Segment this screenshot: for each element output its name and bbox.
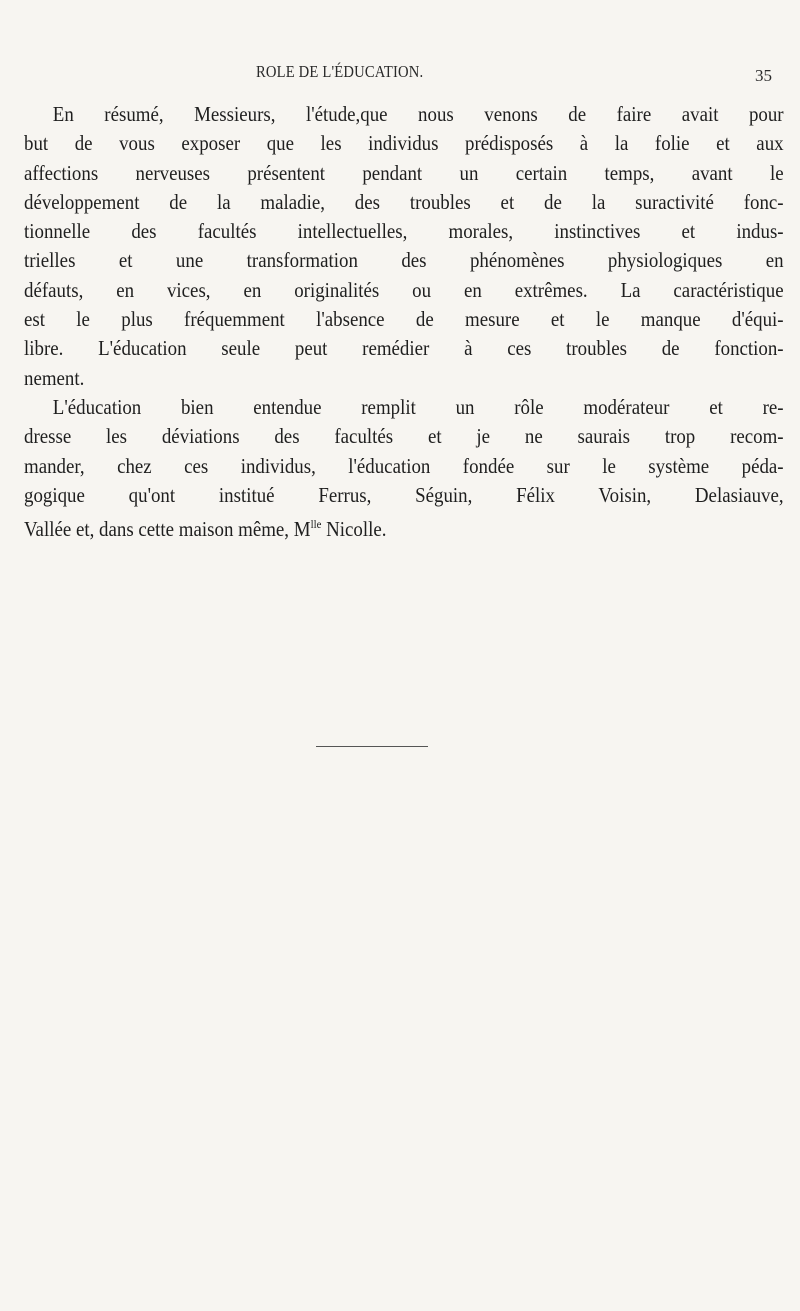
superscript-abbrev: lle <box>310 517 322 532</box>
text-segment: Vallée et, dans cette maison même, M <box>24 517 311 542</box>
page-number: 35 <box>755 66 772 85</box>
text-line: tionnelle des facultés intellectuelles, morales, instinctives et indus- <box>24 219 784 244</box>
text-line: L'éducation bien entendue remplit un rôle modérateur et re- <box>52 394 784 419</box>
text-line: dresse les déviations des facultés et je ne saurais trop recom- <box>24 424 784 449</box>
running-title: ROLE DE L'ÉDUCATION. <box>256 62 424 81</box>
text-line: développement de la maladie, des troubles et de la suractivité fonc- <box>24 189 784 214</box>
text-line: En résumé, Messieurs, l'étude,que nous venons de faire avait pour <box>52 102 784 126</box>
text-line: mander, chez ces individus, l'éducation fondée sur le système péda- <box>24 453 784 478</box>
text-line: défauts, en vices, en originalités ou en extrêmes. La caractéristique <box>24 277 784 302</box>
text-line-final <box>24 510 708 542</box>
footnote-rule <box>316 746 428 747</box>
text-line: trielles et une transformation des phénomènes physiologiques en <box>24 248 784 273</box>
text-line: gogique qu'ont institué Ferrus, Séguin, Félix Voisin, Delasiauve, <box>24 482 784 507</box>
text-line: est le plus fréquemment l'absence de mesure et le manque d'équi- <box>24 307 784 332</box>
text-line: but de vous exposer que les individus prédisposés à la folie et aux <box>24 131 784 156</box>
text-line: affections nerveuses présentent pendant un certain temps, avant le <box>24 160 784 185</box>
body-text <box>24 100 784 542</box>
text-line: nement. <box>24 365 85 390</box>
text-segment: Nicolle. <box>321 517 387 542</box>
text-line: libre. L'éducation seule peut remédier à ces troubles de fonction- <box>24 336 784 361</box>
